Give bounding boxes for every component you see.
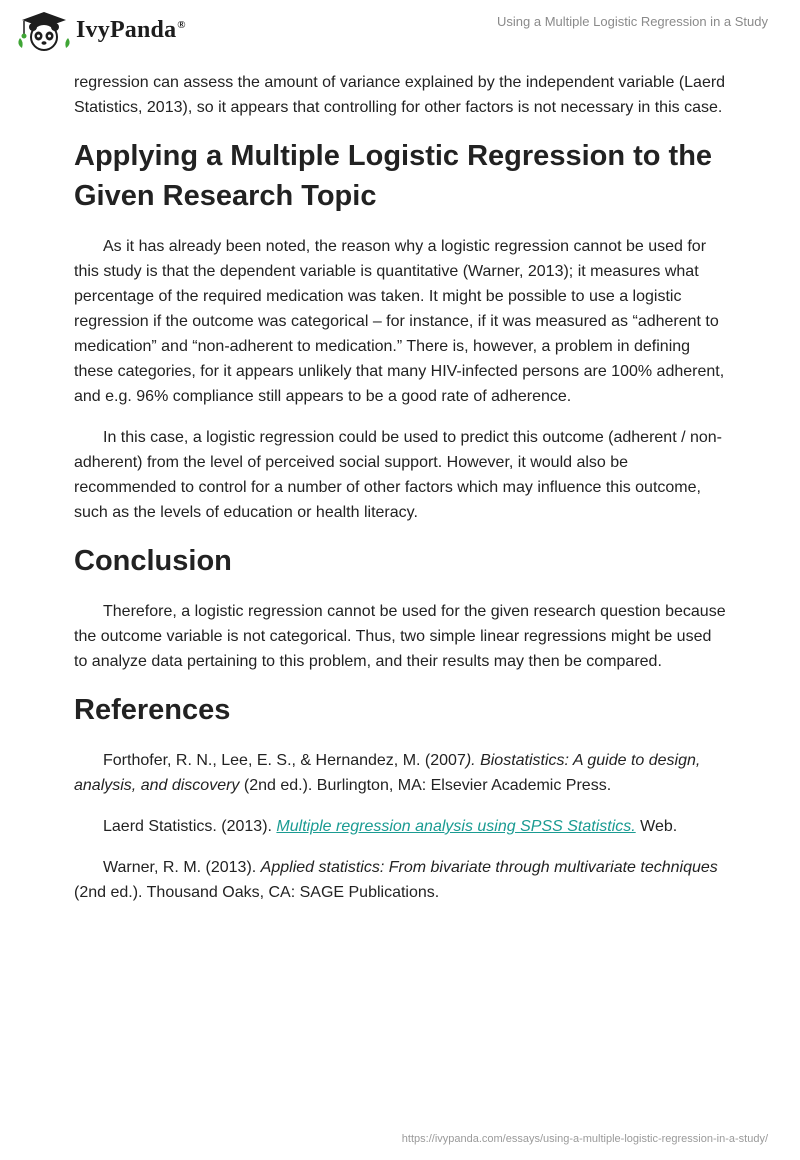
conclusion-paragraph: Therefore, a logistic regression cannot be used for the given research question because the outcome variable is not categorical. Thus, two simple linear regressions might be used to analyze data pertaining to this problem, and their results may then be compared. [74,603,726,670]
section-heading-references: References [74,694,231,726]
reference-item: Laerd Statistics. (2013). Multiple regression analysis using SPSS Statistics. Web. [103,818,678,835]
document-title: Using a Multiple Logistic Regression in a Study [497,14,768,29]
panda-graduation-cap-icon [14,8,74,52]
ivypanda-logo[interactable] [14,8,186,52]
paragraph: In this case, a logistic regression could be used to predict this outcome (adherent / non-adherent) from the level of perceived social support. However, it would also be recommended to control for a number of other factors which may influence this outcome, such as the levels of education or health literacy. [74,429,723,521]
essay-content [74,70,726,921]
intro-paragraph: regression can assess the amount of variance explained by the independent variable (Laerd Statistics, 2013), so it appears that controlling for other factors is not necessary in this case. [74,74,726,116]
section-heading-applying: Applying a Multiple Logistic Regression to the Given Research Topic [74,140,713,212]
section-heading-conclusion: Conclusion [74,545,232,577]
footer-url: https://ivypanda.com/essays/using-a-multiple-logistic-regression-in-a-study/ [401,1133,768,1145]
brand-name: IvyPanda® [76,16,186,43]
reference-item: Warner, R. M. (2013). Applied statistics: From bivariate through multivariate techniques (2nd ed.). Thousand Oaks, CA: SAGE Publications. [74,859,718,901]
paragraph: As it has already been noted, the reason why a logistic regression cannot be used for this study is that the dependent variable is quantitative (Warner, 2013); it measures what percentage of the required medication was taken. It might be possible to use a logistic regression if the outcome was categorical – for instance, if it was measured as “adherent to medication” and “non-adherent to medication.” There is, however, a problem in defining these categories, for it appears unlikely that many HIV-infected persons are 100% adherent, and e.g. 96% compliance still appears to be a good rate of adherence. [74,238,725,405]
reference-link[interactable]: Multiple regression analysis using SPSS Statistics. [276,818,636,835]
reference-item: Forthofer, R. N., Lee, E. S., & Hernandez, M. (2007). Biostatistics: A guide to design, analysis, and discovery (2nd ed.). Burlington, MA: Elsevier Academic Press. [74,752,701,794]
page-header [0,0,800,70]
